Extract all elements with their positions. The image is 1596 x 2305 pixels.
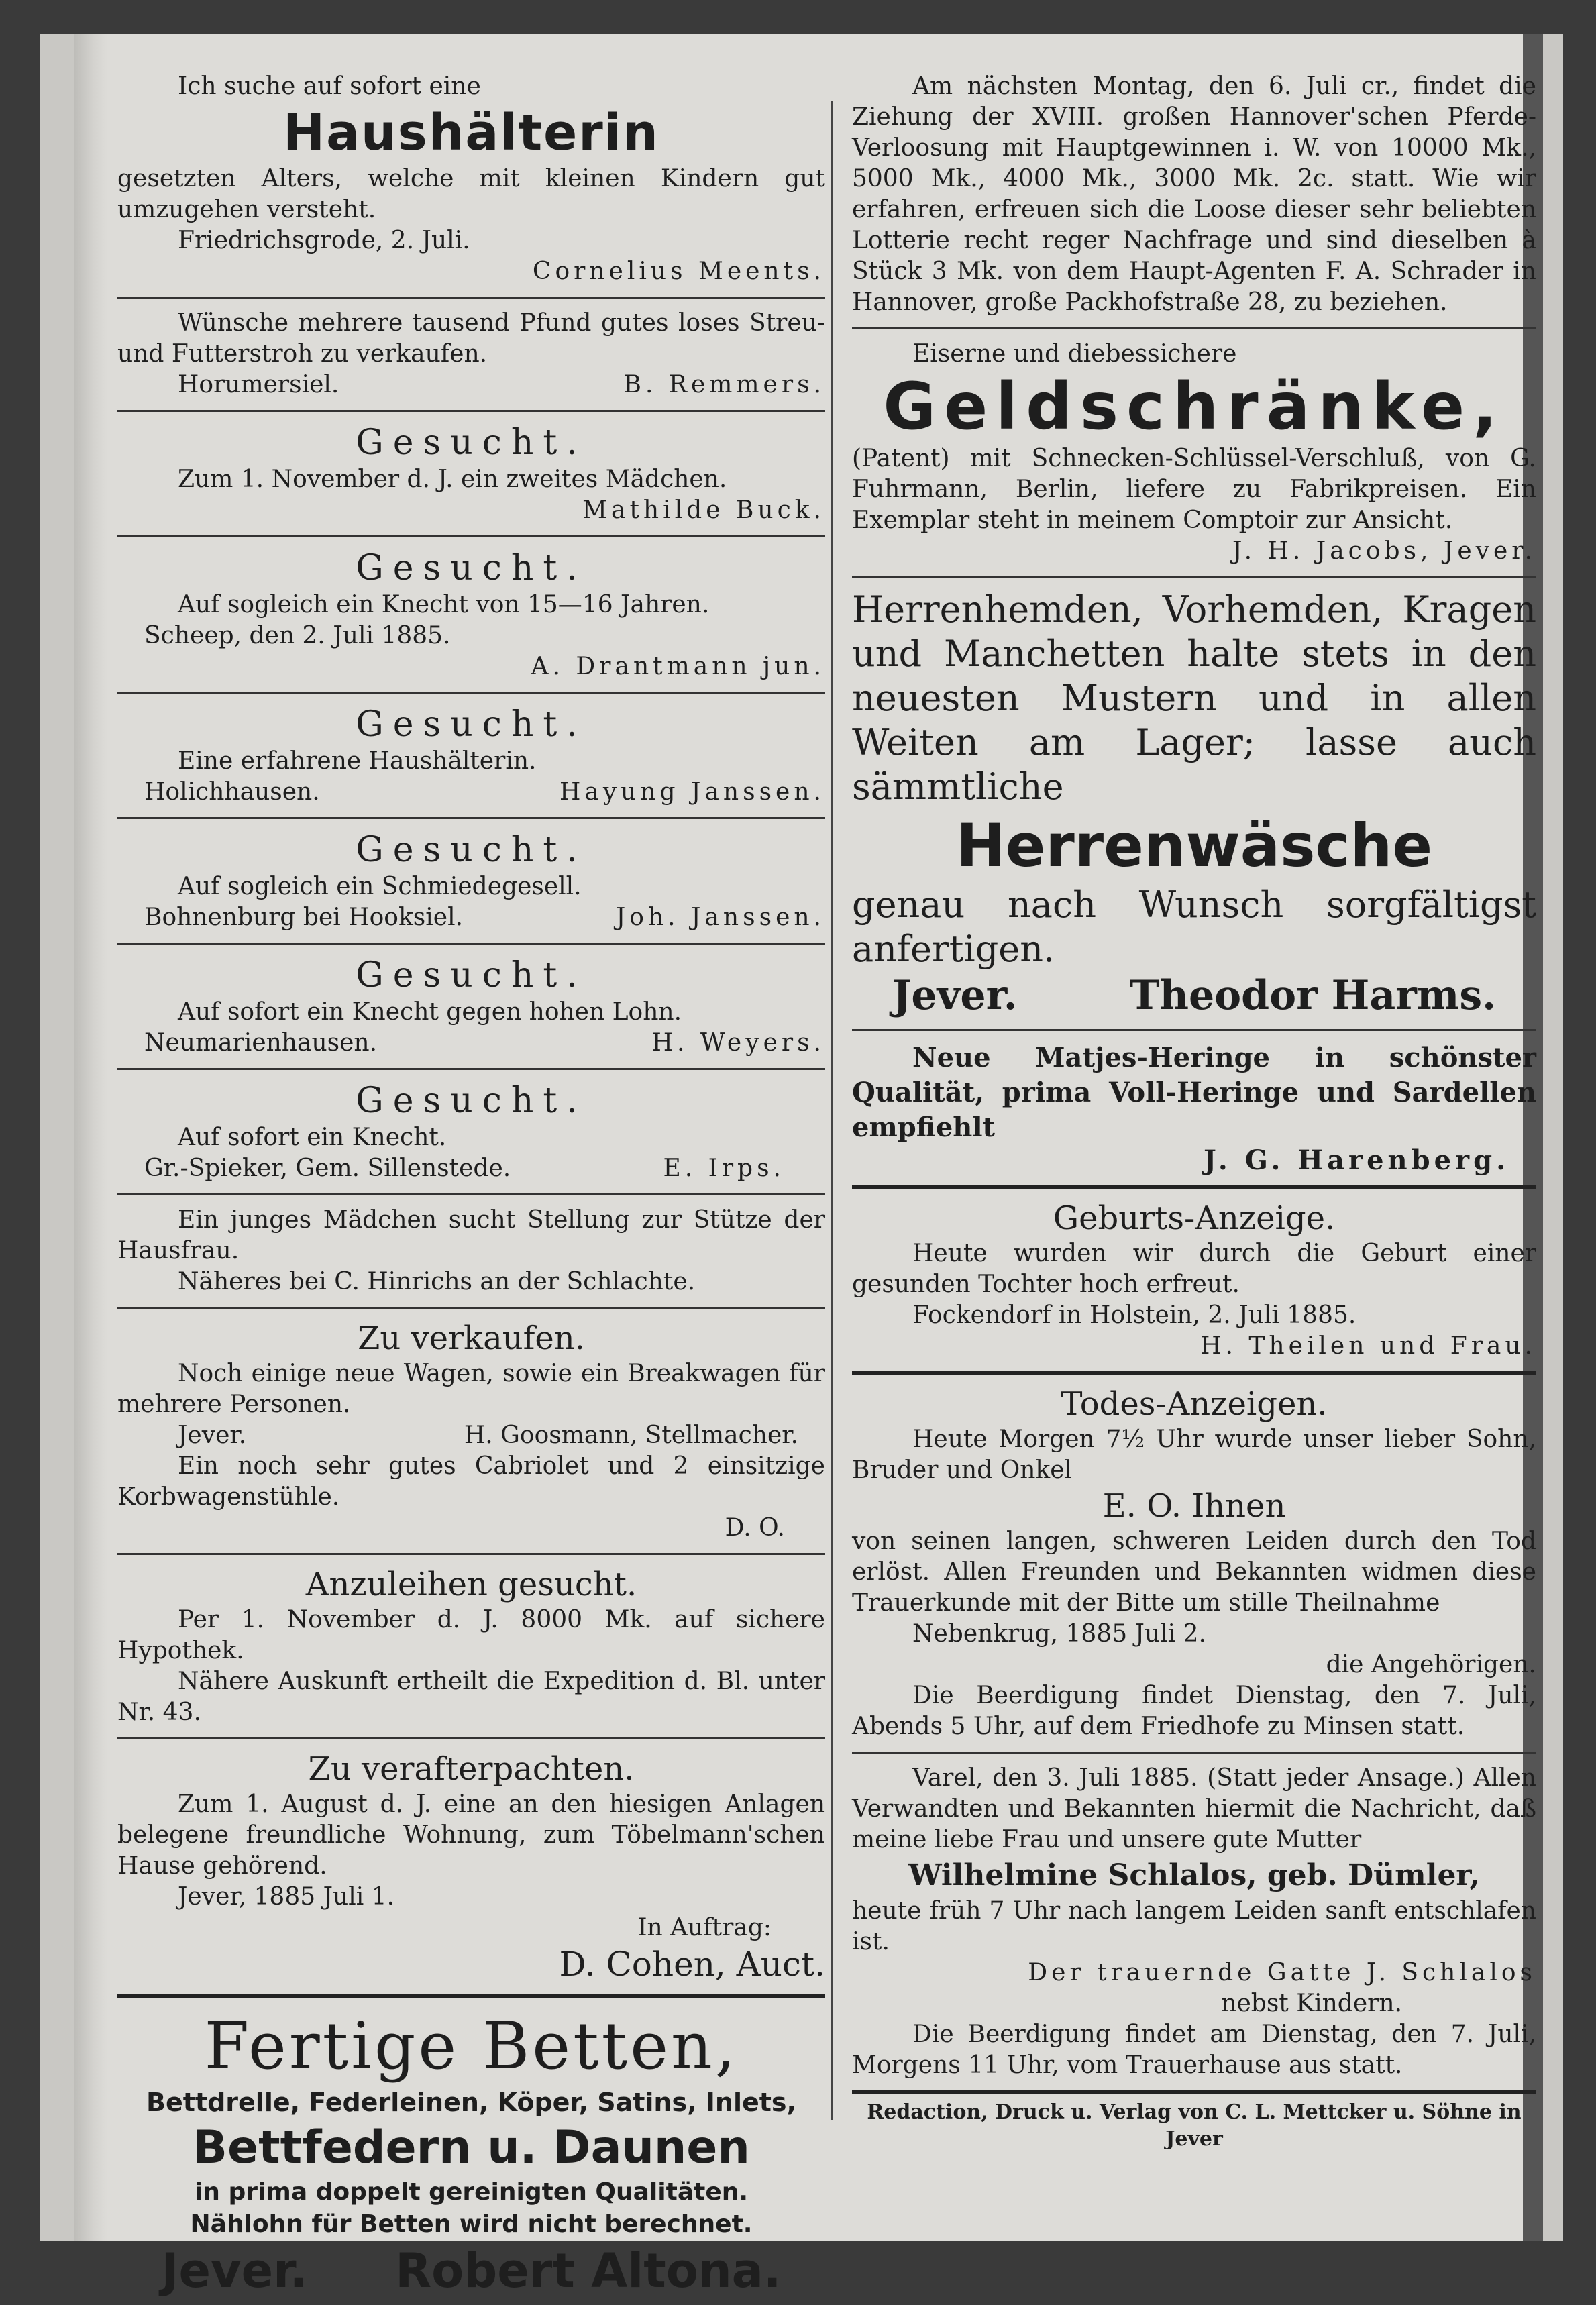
- ad-headline: Gesucht.: [356, 423, 587, 463]
- ad-place: Gr.-Spieker, Gem. Sillenstede.: [144, 1155, 511, 1182]
- ad-stellung-gesucht: [117, 1201, 825, 1301]
- separator-rule: [852, 1752, 1536, 1754]
- ad-body: Auf sogleich ein Schmiedegesell.: [178, 873, 582, 900]
- ad-headline: Anzuleihen gesucht.: [305, 1566, 637, 1603]
- ad-funeral-notice: Die Beerdigung findet am Dienstag, den 7. Juli, Morgens 11 Uhr, vom Trauerhause aus statt.: [852, 2021, 1536, 2079]
- ad-place: Scheep, den 2. Juli 1885.: [144, 622, 451, 649]
- ad-body: Neue Matjes-Heringe in schönster Qualität, prima Voll-Heringe und Sardellen empfiehlt: [852, 1042, 1536, 1143]
- ad-signature: Theodor Harms.: [1129, 972, 1496, 1019]
- ad-headline: Fertige Betten,: [204, 2008, 739, 2084]
- separator-rule: [117, 1994, 825, 1998]
- ad-headline: Herrenwäsche: [955, 811, 1432, 880]
- ad-todes-anzeige-ihnen: [852, 1380, 1536, 1746]
- ad-signature: Mathilde Buck.: [582, 496, 825, 524]
- separator-rule: [117, 817, 825, 819]
- ad-headline: Zu verkaufen.: [358, 1320, 585, 1357]
- ad-place: Jever.: [892, 972, 1018, 1019]
- ad-gesucht-knecht-lohn: [117, 950, 825, 1063]
- ad-signature: H. Goosmann, Stellmacher.: [464, 1422, 798, 1449]
- ad-subheadline: Bettfedern u. Daunen: [193, 2121, 750, 2174]
- ad-signature: B. Remmers.: [623, 371, 825, 398]
- separator-rule: [117, 692, 825, 694]
- ad-verafterpachten: [117, 1745, 825, 1989]
- ad-body: (Patent) mit Schnecken-Schlüssel-Verschluß, von G. Fuhrmann, Berlin, liefere zu Fabrikpreisen. Ein Exemplar steht in meinem Comptoir zur Ansicht.: [852, 445, 1536, 534]
- ad-headline: Gesucht.: [356, 1081, 587, 1121]
- ad-body: Varel, den 3. Juli 1885. (Statt jeder Ansage.) Allen Verwandten und Bekannten hiermit die Nachricht, daß meine liebe Frau und unsere gute Mutter: [852, 1764, 1536, 1854]
- ad-signature: H. Weyers.: [651, 1029, 825, 1057]
- ad-body: Am nächsten Montag, den 6. Juli cr., findet die Ziehung der XVIII. großen Hannover'schen Pferde-Verloosung mit Hauptgewinnen i. W. von 10000 Mk., 5000 Mk., 4000 Mk., 3000 Mk. 2c. statt. Wie wir erfahren, erfreuen sich die Loose dieser sehr beliebten Lotterie recht reger Nachfrage und sind dieselben à Stück 3 Mk. von dem Haupt-Agenten F. A. Schrader in Hannover, große Packhofstraße 28, zu beziehen.: [852, 72, 1536, 316]
- ad-headline: Geburts-Anzeige.: [1053, 1199, 1336, 1237]
- ad-anzuleihen: [117, 1560, 825, 1732]
- ad-stroh: [117, 304, 825, 405]
- column-divider: [831, 101, 833, 2120]
- ad-more-info: Näheres bei C. Hinrichs an der Schlachte.: [178, 1268, 696, 1295]
- ad-deceased-name: Wilhelmine Schlalos, geb. Dümler,: [908, 1858, 1480, 1892]
- ad-place: Friedrichsgrode, 2. Juli.: [178, 227, 470, 254]
- ad-signature: E. Irps.: [663, 1155, 785, 1182]
- ad-body-second: von seinen langen, schweren Leiden durch den Tod erlöst. Allen Freunden und Bekannten widmen diese Trauerkunde mit der Bitte um stille Theilnahme: [852, 1527, 1536, 1617]
- ad-line: Nählohn für Betten wird nicht berechnet.: [190, 2210, 753, 2238]
- ad-commission: In Auftrag:: [637, 1914, 772, 1941]
- ad-headline: Haushälterin: [283, 104, 659, 162]
- ad-signature: die Angehörigen.: [1326, 1651, 1536, 1678]
- ad-line: in prima doppelt gereinigten Qualitäten.: [194, 2178, 749, 2206]
- imprint: Redaction, Druck u. Verlag von C. L. Mettcker u. Söhne in Jever: [867, 2100, 1522, 2151]
- separator-rule: [852, 1029, 1536, 1031]
- separator-rule: [117, 1307, 825, 1309]
- separator-rule: [117, 943, 825, 945]
- ad-place: Nebenkrug, 1885 Juli 2.: [912, 1620, 1206, 1648]
- ad-footer: [117, 902, 825, 933]
- ad-gesucht-knecht-spieker: [117, 1075, 825, 1188]
- ad-body: Heute wurden wir durch die Geburt einer gesunden Tochter hoch erfreut.: [852, 1240, 1536, 1298]
- ad-haushaelterin: [117, 67, 825, 291]
- ad-headline: Todes-Anzeigen.: [1061, 1385, 1328, 1423]
- ad-place: Jever, 1885 Juli 1.: [178, 1883, 395, 1911]
- ad-body: Wünsche mehrere tausend Pfund gutes loses Streu- und Futterstroh zu verkaufen.: [117, 309, 825, 368]
- ad-zu-verkaufen: [117, 1314, 825, 1548]
- left-column: [117, 67, 825, 2305]
- ad-intro: Eiserne und diebessichere: [912, 340, 1237, 368]
- separator-rule: [117, 297, 825, 299]
- separator-rule: [852, 1185, 1536, 1189]
- ad-signature: Cornelius Meents.: [532, 258, 825, 285]
- ad-signature: D. Cohen, Auct.: [559, 1945, 825, 1984]
- ad-pferde-verloosung: [852, 67, 1536, 322]
- ad-geburts-anzeige: [852, 1194, 1536, 1366]
- ad-place: Fockendorf in Holstein, 2. Juli 1885.: [912, 1301, 1356, 1329]
- separator-rule: [117, 1737, 825, 1739]
- ad-herrenwaesche: [852, 584, 1536, 1024]
- ad-deceased-name: E. O. Ihnen: [1102, 1487, 1286, 1525]
- ad-body: Zum 1. November d. J. ein zweites Mädchen.: [178, 466, 727, 493]
- ad-body-second: heute früh 7 Uhr nach langem Leiden sanft entschlafen ist.: [852, 1897, 1536, 1955]
- ad-headline: Gesucht.: [356, 955, 587, 996]
- ad-intro: Ich suche auf sofort eine: [178, 72, 481, 100]
- ad-line: Bettdrelle, Federleinen, Köper, Satins, Inlets,: [146, 2088, 796, 2117]
- ad-body: Heute Morgen 7½ Uhr wurde unser lieber Sohn, Bruder und Onkel: [852, 1426, 1536, 1484]
- ad-signature: A. Drantmann jun.: [531, 653, 825, 680]
- ad-body: Herrenhemden, Vorhemden, Kragen und Manchetten halte stets in den neuesten Mustern und in allen Weiten am Lager; lasse auch sämmtliche: [852, 588, 1536, 808]
- ad-footer: [852, 971, 1536, 1020]
- separator-rule: [117, 1553, 825, 1555]
- ad-footer: [117, 370, 825, 400]
- ad-headline: Gesucht.: [356, 830, 587, 870]
- ad-body: Zum 1. August d. J. eine an den hiesigen Anlagen belegene freundliche Wohnung, zum Töbelmann'schen Hause gehörend.: [117, 1790, 825, 1880]
- ad-place: Jever.: [178, 1422, 247, 1449]
- separator-rule: [852, 327, 1536, 329]
- ad-place: Bohnenburg bei Hooksiel.: [144, 904, 464, 931]
- ad-place: Holichhausen.: [144, 778, 320, 806]
- separator-rule: [117, 410, 825, 412]
- ad-place: Horumersiel.: [178, 371, 339, 398]
- ad-matjes-heringe: [852, 1036, 1536, 1180]
- separator-rule: [117, 1193, 825, 1195]
- ad-place: Neumarienhausen.: [144, 1029, 378, 1057]
- ad-signature: H. Theilen und Frau.: [1200, 1332, 1536, 1360]
- right-column: [852, 67, 1536, 2153]
- ad-body-second: Ein noch sehr gutes Cabriolet und 2 einsitzige Korbwagenstühle.: [117, 1452, 825, 1511]
- separator-rule: [852, 576, 1536, 578]
- ad-signature: Hayung Janssen.: [559, 778, 825, 806]
- ad-body: Eine erfahrene Haushälterin.: [178, 747, 537, 775]
- ad-signature: Joh. Janssen.: [615, 904, 825, 931]
- ad-footer: [117, 1153, 825, 1184]
- ad-signature: Robert Altona.: [395, 2243, 782, 2298]
- ad-gesucht-haushaelterin: [117, 699, 825, 812]
- ad-place: Jever.: [161, 2243, 308, 2298]
- ad-body-second: genau nach Wunsch sorgfältigst anfertigen.: [852, 883, 1536, 970]
- ad-body: Ein junges Mädchen sucht Stellung zur Stütze der Hausfrau.: [117, 1206, 825, 1265]
- ad-fertige-betten: [117, 2003, 825, 2305]
- ad-body: Per 1. November d. J. 8000 Mk. auf sichere Hypothek.: [117, 1606, 825, 1664]
- ad-signature: J. H. Jacobs, Jever.: [1232, 537, 1536, 565]
- ad-footer: [117, 2241, 825, 2301]
- ad-body: Auf sofort ein Knecht.: [178, 1124, 447, 1151]
- ad-body: Auf sogleich ein Knecht von 15—16 Jahren.: [178, 591, 710, 619]
- ad-gesucht-maedchen: [117, 417, 825, 530]
- ad-headline: Zu verafterpachten.: [308, 1750, 635, 1788]
- separator-rule: [852, 1371, 1536, 1375]
- ad-gesucht-schmiedegesell: [117, 824, 825, 937]
- ad-footer: [117, 1420, 825, 1451]
- separator-rule: [117, 535, 825, 537]
- ad-body: Auf sofort ein Knecht gegen hohen Lohn.: [178, 998, 682, 1026]
- ad-signature: J. G. Harenberg.: [1204, 1144, 1509, 1176]
- page-edge: [74, 34, 107, 2241]
- ad-body: Noch einige neue Wagen, sowie ein Breakwagen für mehrere Personen.: [117, 1360, 825, 1418]
- ad-funeral-notice: Die Beerdigung findet Dienstag, den 7. Juli, Abends 5 Uhr, auf dem Friedhofe zu Minsen statt.: [852, 1682, 1536, 1740]
- separator-rule: [117, 1068, 825, 1070]
- separator-rule: [852, 2090, 1536, 2094]
- ad-signature-second: nebst Kindern.: [1221, 1990, 1402, 2017]
- ad-geldschraenke: [852, 335, 1536, 571]
- ad-footer: [117, 1028, 825, 1059]
- ad-headline: Gesucht.: [356, 548, 587, 588]
- ad-headline: Gesucht.: [356, 704, 587, 745]
- ad-signature-second: D. O.: [725, 1514, 785, 1542]
- ad-headline: Geldschränke,: [883, 369, 1505, 444]
- ad-footer: [117, 777, 825, 808]
- ad-signature: Der trauernde Gatte J. Schlalos: [1028, 1959, 1536, 1986]
- ad-todes-anzeige-schlalos: [852, 1759, 1536, 2085]
- ad-body: gesetzten Alters, welche mit kleinen Kindern gut umzugehen versteht.: [117, 165, 825, 223]
- ad-body-second: Nähere Auskunft ertheilt die Expedition d. Bl. unter Nr. 43.: [117, 1668, 825, 1726]
- ad-gesucht-knecht: [117, 543, 825, 686]
